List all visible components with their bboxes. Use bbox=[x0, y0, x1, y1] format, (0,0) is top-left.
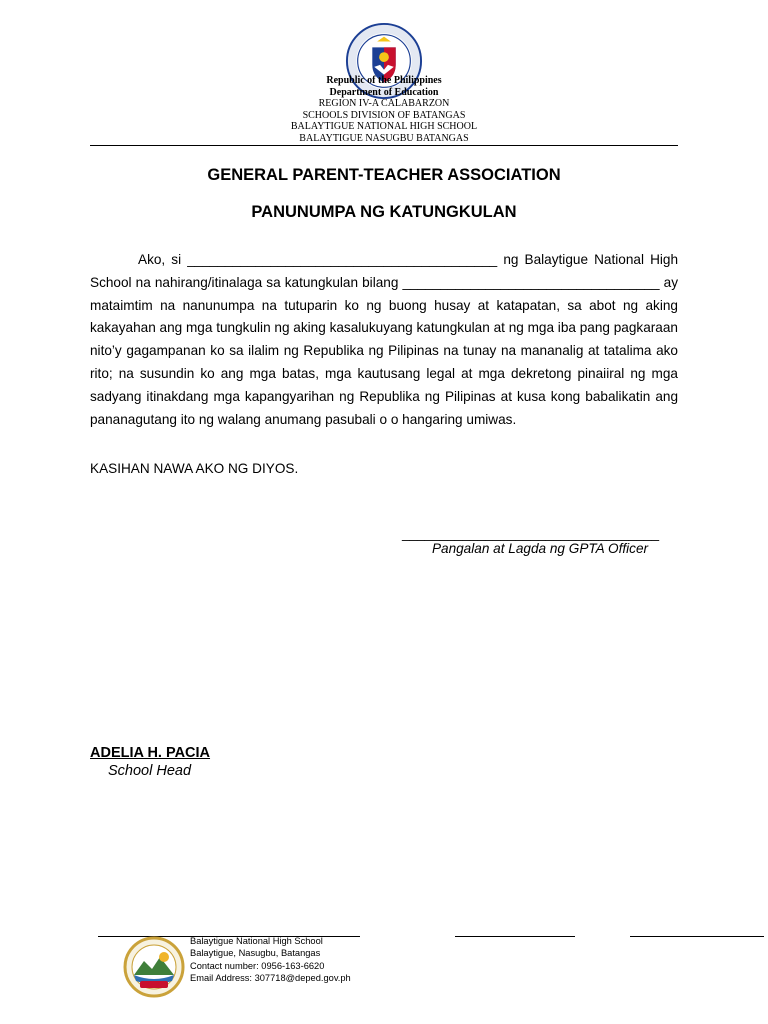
footer-school-name: Balaytigue National High School bbox=[190, 936, 323, 946]
oath-text: ay mataimtim na nanunumpa na tutuparin ko ng buong husay at katapatan, sa abot ng aking kakayahan ang mga tungkulin ng aking kasalukuyang katungkulan at ng mga iba pang pagkaraan nito’y gagampanan ko sa ilalim ng Republika ng Pilipinas na tunay na mananalig at tatalima ako rito; na susundin ko ang mga batas, mga kautusang legal at mga dekretong pinaiiral ng mga sadyang itinakdang mga kapangyarihan ng Republika ng Pilipinas at kusa kong babalikatin ang pananagutang ito ng walang anumang pasubali o o hangaring umiwas. bbox=[90, 274, 678, 427]
name-blank: _________________________________________ bbox=[187, 252, 498, 267]
document-subtitle: PANUNUMPA NG KATUNGKULAN bbox=[251, 203, 517, 221]
header-department: Department of Education bbox=[329, 86, 439, 98]
footer-contact-block bbox=[190, 935, 351, 985]
header-division: SCHOOLS DIVISION OF BATANGAS bbox=[302, 109, 466, 121]
oath-school-text: ng Balaytigue National High School na nahirang/itinalaga sa katungkulan bilang bbox=[90, 252, 679, 290]
closing-statement: KASIHAN NAWA AKO NG DIYOS. bbox=[90, 461, 299, 476]
header-school: BALAYTIGUE NATIONAL HIGH SCHOOL bbox=[290, 121, 478, 132]
footer-contact-number: Contact number: 0956-163-6620 bbox=[190, 960, 325, 971]
header-region: REGION IV-A CALABARZON bbox=[318, 98, 450, 109]
header-divider bbox=[90, 145, 678, 146]
letterhead bbox=[90, 75, 678, 144]
oath-opening: Ako, si bbox=[138, 252, 182, 267]
school-logo bbox=[122, 935, 186, 999]
footer-email: Email Address: 307718@deped.gov.ph bbox=[190, 973, 351, 984]
school-head-name: ADELIA H. PACIA bbox=[90, 745, 211, 761]
position-blank: __________________________________ bbox=[402, 274, 660, 290]
header-republic: Republic of the Philippines bbox=[326, 75, 442, 86]
document-title: GENERAL PARENT-TEACHER ASSOCIATION bbox=[207, 166, 561, 184]
footer-divider-mid bbox=[455, 936, 575, 937]
header-address: BALAYTIGUE NASUGBU BATANGAS bbox=[299, 132, 469, 144]
oath-body bbox=[90, 249, 678, 431]
school-head-title: School Head bbox=[108, 763, 192, 779]
footer-address: Balaytigue, Nasugbu, Batangas bbox=[190, 948, 321, 959]
footer-divider-right bbox=[630, 936, 764, 937]
signature-line: __________________________________ bbox=[402, 526, 660, 541]
signature-label: Pangalan at Lagda ng GPTA Officer bbox=[431, 541, 649, 556]
